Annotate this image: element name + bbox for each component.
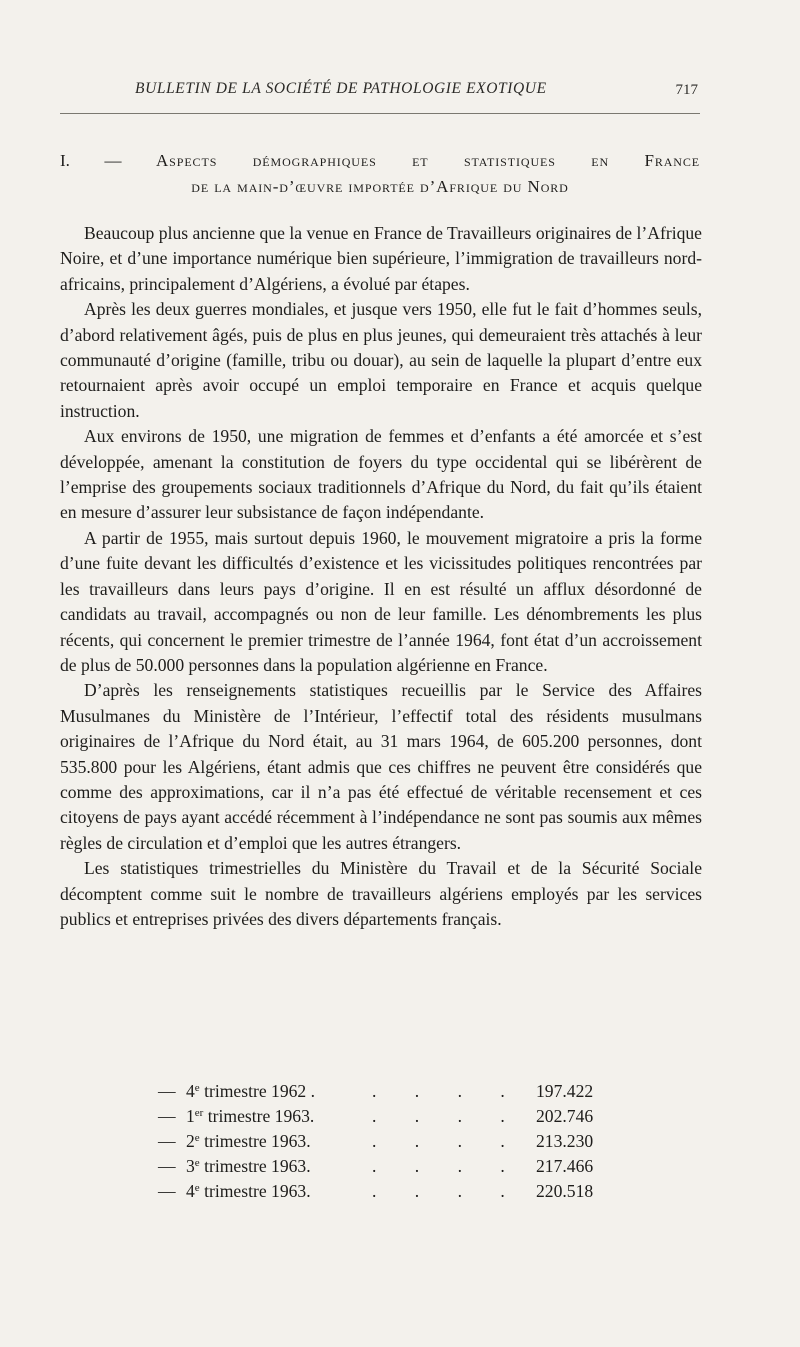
- dot-leaders: . . . .: [372, 1156, 522, 1176]
- section-heading-text-2: de la main-d’œuvre importée d’Afrique du Nord: [191, 177, 569, 196]
- dot-leaders: . . . .: [372, 1131, 522, 1151]
- list-value: 197.422: [536, 1081, 594, 1101]
- list-value: 220.518: [536, 1181, 594, 1201]
- paragraph-4: A partir de 1955, mais surtout depuis 1960, le mouvement migratoire a pris la forme d’une fuite devant les difficultés d’existence et les vicissitudes politiques rencontrées par les travailleurs dans leurs pays d’origine. Il en est résulté un afflux désordonné de candidats au travail, accompagnés ou non de leur famille. Les dénombrements les plus récents, qui concernent le premier trimestre de l’année 1964, font état d’un accroissement de plus de 50.000 personnes dans la population algérienne en France.: [60, 527, 702, 675]
- list-label: 1er trimestre 1963.: [186, 1106, 315, 1126]
- dot-leaders: . . . .: [372, 1081, 522, 1101]
- dot-leaders: . . . .: [372, 1106, 522, 1126]
- paragraph-3: Aux environs de 1950, une migration de femmes et d’enfants a été amorcée et s’est développée, amenant la constitution de foyers du type occidental qui se libérèrent de l’emprise des groupements sociaux traditionnels d’Afrique du Nord, du fait qu’ils étaient en mesure d’assurer leur subsistance de façon indépendante.: [60, 426, 702, 523]
- list-dash: —: [158, 1131, 176, 1151]
- paragraph-6: Les statistiques trimestrielles du Ministère du Travail et de la Sécurité Sociale décomptent comme suit le nombre de travailleurs algériens employés par les services publics et entreprises privées des divers départements français.: [60, 858, 702, 929]
- list-item: [60, 1131, 700, 1156]
- list-item: [60, 1081, 700, 1106]
- section-heading-line-1: [60, 148, 700, 174]
- list-label: 4e trimestre 1962 .: [186, 1081, 316, 1101]
- list-dash: —: [158, 1181, 176, 1201]
- running-header: [60, 80, 700, 108]
- list-value: 202.746: [536, 1106, 594, 1126]
- list-value: 217.466: [536, 1156, 594, 1176]
- section-numeral: I. —: [60, 151, 122, 170]
- page-number: 717: [675, 82, 698, 98]
- journal-title: BULLETIN DE LA SOCIÉTÉ DE PATHOLOGIE EXOTIQUE: [135, 80, 547, 97]
- list-item: [60, 1106, 700, 1131]
- list-value: 213.230: [536, 1131, 594, 1151]
- section-heading: [60, 148, 700, 200]
- section-heading-text-1: Aspects démographiques et statistiques en France: [156, 151, 701, 170]
- list-label: 2e trimestre 1963.: [186, 1131, 311, 1151]
- list-item: [60, 1181, 700, 1206]
- list-dash: —: [158, 1081, 176, 1101]
- statistics-list: [60, 1081, 700, 1206]
- paragraph-2: Après les deux guerres mondiales, et jusque vers 1950, elle fut le fait d’hommes seuls, d’abord relativement âgés, puis de plus en plus jeunes, qui demeuraient très attachés à leur communauté d’origine (famille, tribu ou douar), au sein de laquelle la plupart d’entre eux retournaient après avoir occupé un emploi temporaire en France et acquis quelque instruction.: [60, 299, 702, 421]
- list-label: 3e trimestre 1963.: [186, 1156, 311, 1176]
- body-text: [60, 221, 702, 932]
- dot-leaders: . . . .: [372, 1181, 522, 1201]
- list-dash: —: [158, 1106, 176, 1126]
- header-rule: [60, 113, 700, 114]
- paragraph-1: Beaucoup plus ancienne que la venue en France de Travailleurs originaires de l’Afrique Noire, et d’une importance numérique bien supérieure, l’immigration de travailleurs nord-africains, principalement d’Algériens, a évolué par étapes.: [60, 223, 702, 294]
- paragraph-5: D’après les renseignements statistiques recueillis par le Service des Affaires Musulmanes du Ministère de l’Intérieur, l’effectif total des résidents musulmans originaires de l’Afrique du Nord était, au 31 mars 1964, de 605.200 personnes, dont 535.800 pour les Algériens, étant admis que ces chiffres ne peuvent être considérés que comme des approximations, car il n’a pas été effectué de véritable recensement et ces citoyens de pays ayant accédé récemment à l’indépendance ne sont pas soumis aux mêmes règles de circulation et d’emploi que les autres étrangers.: [60, 680, 702, 853]
- list-item: [60, 1156, 700, 1181]
- list-dash: —: [158, 1156, 176, 1176]
- list-label: 4e trimestre 1963.: [186, 1181, 311, 1201]
